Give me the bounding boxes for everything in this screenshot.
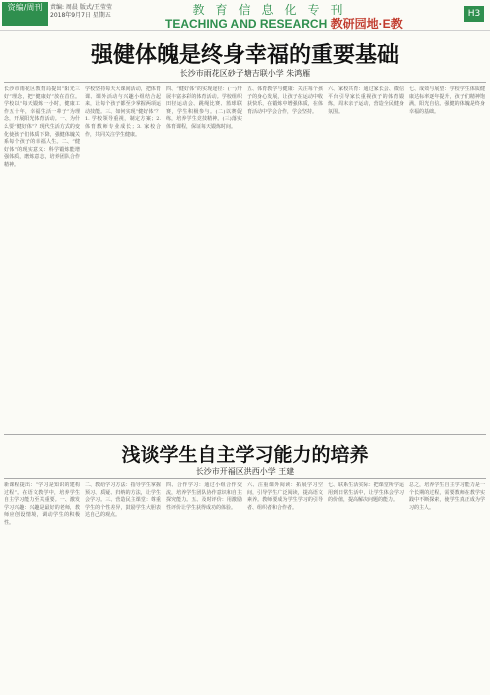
article2-byline: 长沙市开福区洪西小学 王建 — [195, 467, 295, 476]
article1-column: 学校坚持每天大课间活动，把体育课、课外活动与兴趣小组结合起来，让每个孩子都至少掌握两项运动技能。三、如何实现“健好体”？1. 学校领导重视，制定方案；2. 体育教师专业成长；3. 家校合作，共同关注学生健康。 — [85, 86, 161, 138]
article2-column: 四、合作学习：通过小组合作交流，培养学生团队协作意识和自主探究能力。五、及时评价：用激励性评价让学生获得成功的体验。 — [166, 482, 242, 511]
article1-column: 七、成效与展望：学校学生体质健康达标率逐年提升，孩子们精神饱满，阳光自信。强健的体魄是终身幸福的基础。 — [409, 86, 485, 115]
page-header — [0, 0, 490, 31]
article1-divider — [4, 82, 486, 83]
article1-column: 长沙市雨花区教育局提出“阳光三好”理念，把“健康好”放在首位。学校以“每天锻炼一小时，健康工作五十年，幸福生活一辈子”为理念，开展阳光体育活动。一、为什么要“健好体”？现代生活方式的变化使孩子们体质下降，强健体魄关系每个孩子的幸福人生。二、“健好体”的现实意义：科学锻炼能增强体质，磨炼意志，培养团队合作精神。 — [4, 86, 80, 168]
article2-column: 总之，培养学生自主学习能力是一个长期的过程，需要教师在教学实践中不断探索，使学生真正成为学习的主人。 — [409, 482, 485, 511]
article2-title: 浅谈学生自主学习能力的培养 — [121, 444, 369, 466]
article1-title: 强健体魄是终身幸福的重要基础 — [90, 43, 399, 68]
masthead-title: 教育信息化专刊 — [192, 3, 354, 17]
article1-column: 六、家校共育：通过家长会、微信平台引导家长重视孩子的体育锻炼，周末亲子运动，营造全民健身氛围。 — [328, 86, 404, 115]
article1-byline: 长沙市雨花区砂子塘吉联小学 朱鸿雁 — [179, 69, 311, 78]
section-divider — [4, 434, 486, 435]
page-number: H3 — [464, 6, 484, 22]
section-title-english: TEACHING AND RESEARCH — [165, 17, 328, 31]
section-logo: 资编/周刊 — [2, 2, 48, 26]
article1-column: 五、体育教学与健康：关注每个孩子的身心发展，让孩子在运动中收获快乐，在锻炼中增强体质，在体育活动中学会合作，学会坚持。 — [247, 86, 323, 115]
article2-column: 新课程提出：“学习是知识的建构过程”。在语文教学中，培养学生自主学习能力至关重要。一、激发学习兴趣：兴趣是最好的老师，教师应创设情境，调动学生的积极性。 — [4, 482, 80, 526]
editor-info: 责编: 周晨 版式/王莹莹 2018年9月7日 星期五 — [50, 4, 112, 19]
article2-column: 二、教给学习方法：指导学生掌握预习、质疑、归纳的方法，让学生会学习。三、营造民主课堂：尊重学生的个性差异，鼓励学生大胆表达自己的观点。 — [85, 482, 161, 519]
section-title-chinese: 教研园地·E教 — [330, 17, 403, 31]
article2-column: 六、注重课外阅读：拓展学习空间，引导学生广泛阅读，提高语文素养。教师要成为学生学习的引导者、组织者和合作者。 — [247, 482, 323, 511]
article2-column: 七、联系生活实际：把课堂所学运用到日常生活中，让学生体会学习的价值，提高解决问题的能力。 — [328, 482, 404, 504]
article2-divider — [4, 478, 486, 479]
article1-column: 四、“健好体”的实现途径：(一)开展丰富多彩的体育活动。学校组织田径运动会、跳绳比赛、篮球联赛，学生积极参与。(二)以赛促练，培养学生竞技精神。(三)落实体育课程，保证每天锻炼时间。 — [166, 86, 242, 130]
section-title — [165, 15, 403, 32]
